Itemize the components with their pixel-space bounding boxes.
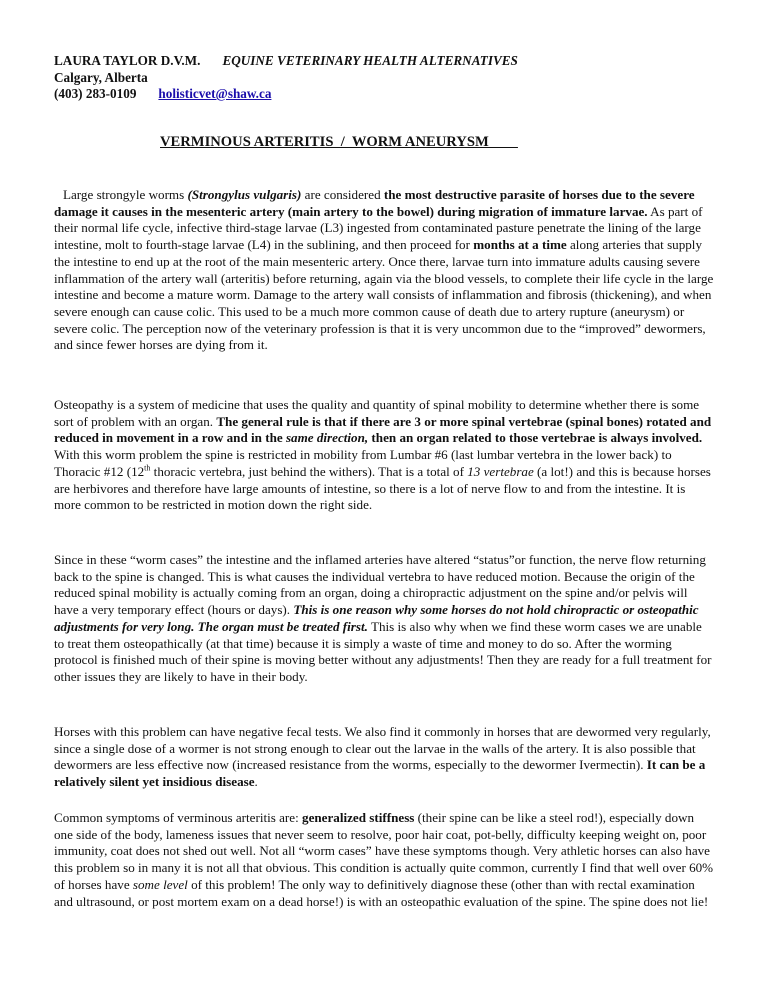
p2-superscript: th: [144, 463, 151, 473]
p1-text-a: Large strongyle worms: [63, 187, 188, 202]
p1-emphasis-d: the most destructive parasite of horses due to the severe damage it causes in the mesenteric artery (main artery to the bowel) during migration of immature larvae.: [54, 187, 695, 219]
author-phone: (403) 283-0109: [54, 86, 137, 101]
letterhead-line-1: [54, 53, 518, 70]
p5-text-a: Common symptoms of verminous arteritis are:: [54, 810, 303, 825]
email-link[interactable]: holisticvet@shaw.ca: [158, 86, 272, 101]
paragraph-3: [54, 552, 714, 702]
p3-emphasis-b: This is one reason why some horses do not hold chiropractic or osteopathic adjustments for very long. The organ must be treated first.: [54, 602, 699, 634]
p5-emphasis-b: generalized stiffness: [302, 810, 415, 825]
p1-emphasis-f: months at a time: [473, 237, 567, 253]
p5-text-c: (their spine can be like a steel rod!), especially down one side of the body, lameness issues that never seem to resolve, poor hair coat, pot-belly, difficulty keeping weight on, poor immunity, coat does not shed out well. Not all “worm cases” have these symptoms though. Very athletic horses can also have this problem so in many it is not all that obvious. This condition is actually quite common, currently I find that well over 60% of horses have: [54, 810, 714, 892]
p4-text-a: Horses with this problem can have negative fecal tests. We also find it commonly in horses that are dewormed very regularly, since a single dose of a wormer is not strong enough to clear out the larvae in the walls of the artery. It is also possible that dewormers are less effective now (increased resistance from the worms, especially to the dewormer Ivermectin).: [54, 724, 711, 773]
p2-text-f: thoracic vertebra, just behind the withers). That is a total of: [150, 463, 468, 479]
p2-emphasis-c: same direction,: [285, 430, 369, 446]
p4-text-c: .: [254, 774, 258, 790]
p2-text-e: With this worm problem the spine is restricted in mobility from Lumbar #6 (last lumbar vertebra in the lower back) to Thoracic #12 (12: [54, 447, 672, 479]
p1-text-e: As part of their normal life cycle, infective third-stage larvae (L3) ingested from contaminated pasture penetrate the lining of the large intestine, molt to fourth-stage larvae (L4) in the sublining, and then proceed for: [54, 203, 703, 253]
p2-text-h: (a lot!) and this is because horses are herbivores and therefore have large amounts of intestine, so there is a lot of nerve flow to and from the intestine. It is more common to be restricted in motion down the right side.: [54, 463, 711, 513]
p5-text-e: of this problem! The only way to definitively diagnose these (other than with rectal examination and ultrasound, or post mortem exam on a dead horse!) is with an osteopathic evaluation of the spine. The spine does not lie!: [54, 876, 709, 909]
p1-text-c: are considered: [301, 187, 384, 202]
p3-text-a: Since in these “worm cases” the intestine and the inflamed arteries have altered “status”or function, the nerve flow returning back to the spine is changed. This is what causes the individual vertebra to have reduced motion. Because the origin of the reduced spinal mobility is actually coming from an organ, doing a chiropractic adjustment on the spine and/or pelvis will have a very temporary effect (hours or days).: [54, 552, 706, 618]
letterhead: [54, 53, 518, 103]
document-title: VERMINOUS ARTERITIS / WORM ANEURYSM: [160, 134, 518, 150]
p2-italic-g: 13 vertebrae: [467, 463, 534, 479]
author-name: LAURA TAYLOR D.V.M.: [54, 53, 201, 68]
paragraph-4: [54, 724, 714, 808]
organization-name: EQUINE VETERINARY HEALTH ALTERNATIVES: [222, 53, 518, 68]
paragraph-2: [54, 397, 714, 531]
paragraph-1: [54, 187, 714, 371]
p2-emphasis-d: then an organ related to those vertebrae is always involved.: [368, 430, 703, 446]
p1-text-g: along arteries that supply the intestine to end up at the root of the main mesenteric artery. Once there, larvae turn into immature adults causing severe inflammation of the artery wall (arteritis) before returning, again via the blood vessels, to complete their life cycle in the large intestine and become a mature worm. Damage to the artery wall consists of inflammation and fibrosis (thickening), and when severe enough can cause colic. This used to be a much more common cause of death due to artery rupture (aneurysm) or severe colic. The perception now of the veterinary profession is that it is very uncommon due to the “improved” dewormers, and since fewer horses are dying from it.: [54, 237, 714, 353]
p1-species-name: (Strongylus vulgaris): [187, 187, 302, 202]
letterhead-line-3: [54, 86, 518, 103]
paragraph-5: [54, 810, 714, 927]
p4-emphasis-b: It can be a relatively silent yet insidious disease: [54, 757, 706, 790]
p5-italic-d: some level: [132, 876, 188, 892]
p2-emphasis-b: The general rule is that if there are 3 or more spinal vertebrae (spinal bones) rotated and reduced in movement in a row and in the: [54, 413, 712, 446]
p3-text-c: This is also why when we find these worm cases we are unable to treat them osteopathically (at that time) because it is simply a waste of time and money to do so. After the worming protocol is finished much of their spine is moving better without any adjustments! Then they are ready for a full treatment for other issues they are likely to have in their body.: [54, 618, 712, 684]
author-city: Calgary, Alberta: [54, 69, 148, 85]
p2-text-a: Osteopathy is a system of medicine that uses the quality and quantity of spinal mobility to determine whether there is some sort of problem with an organ.: [54, 397, 700, 429]
